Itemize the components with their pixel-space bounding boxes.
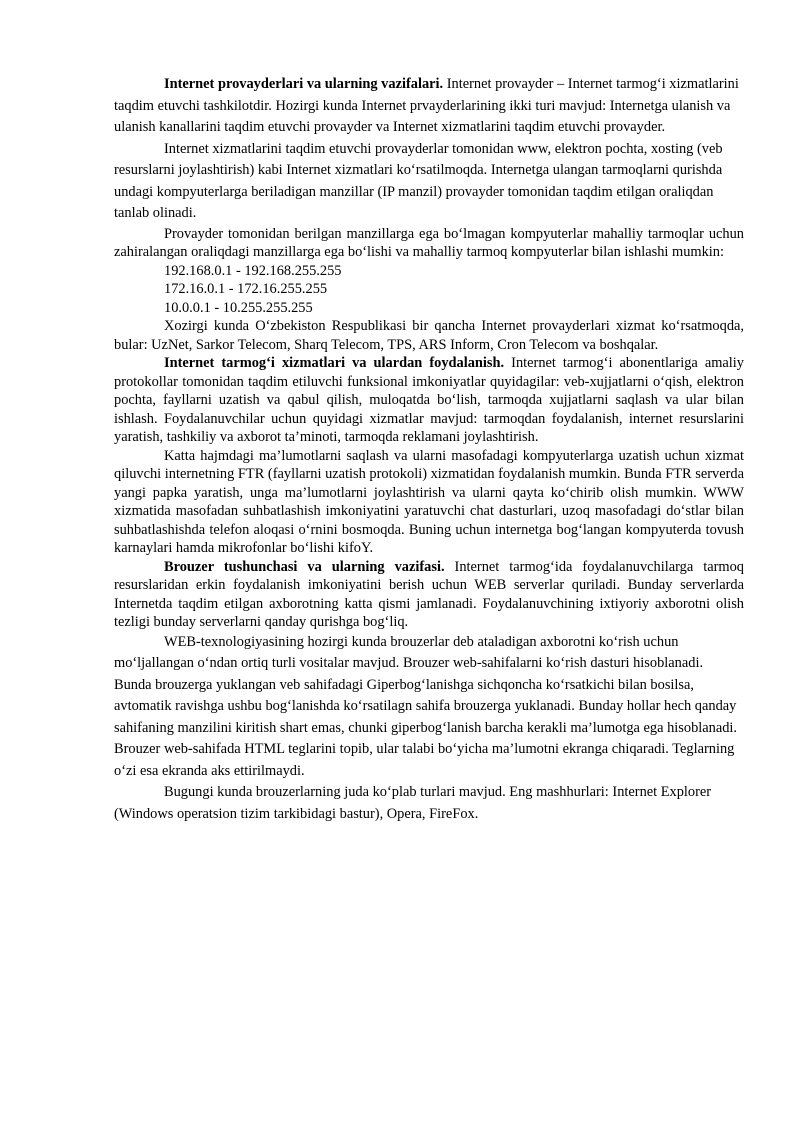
paragraph-text: Bugungi kunda brouzerlarning juda ko‘plab turlari mavjud. Eng mashhurlari: Internet Explorer (Windows operatsion tizim tarkibidagi bastur), Opera, FireFox. xyxy=(114,784,712,822)
paragraph-text: Internet tarmog‘i abonentlariga amaliy protokollar tomonidan taqdim etiluvchi funksional imkoniyatlar quyidagilar: veb-xujjatlarni o‘qish, elektron pochta, fayllarni uzatish va qabul qilish, muloqatda bo‘lish, tarmoqda xujjatlarni saqlash va ular bilan ishlash. Foydalanuvchilar uchun quyidagi xizmatlar mavjud: tarmoqdan foydalanish, internet resurslarini yaratish, tashkiliy va axborot ta’minoti, tarmoqda reklamani joylashtirish. xyxy=(114,355,744,445)
paragraph-browsers-today xyxy=(114,782,744,825)
paragraph-uzbek-providers xyxy=(114,317,744,354)
paragraph-text: Provayder tomonidan berilgan manzillarga ega bo‘lmagan kompyuterlar mahalliy tarmoqlar uchun zahiralangan oraliqdagi manzillarga ega bo‘lishi va mahalliy tarmoq kompyuterlar bilan ishlashi mumkin: xyxy=(114,225,744,260)
ip-range: 10.0.0.1 - 10.255.255.255 xyxy=(164,299,313,316)
paragraph-providers xyxy=(114,74,744,139)
heading-browser-concept: Brouzer tushunchasi va ularning vazifasi. xyxy=(164,558,445,575)
paragraph-web-technology xyxy=(114,632,744,783)
paragraph-text: Xozirgi kunda O‘zbekiston Respublikasi bir qancha Internet provayderlari xizmat ko‘rsatmoqda, bular: UzNet, Sarkor Telecom, Sharq Telecom, TPS, ARS Inform, Cron Telecom va boshqalar. xyxy=(114,318,744,353)
ip-range: 192.168.0.1 - 192.168.255.255 xyxy=(164,262,342,279)
heading-providers: Internet provayderlari va ularning vazifalari. xyxy=(164,76,444,92)
heading-internet-services: Internet tarmog‘i xizmatlari va ulardan foydalanish. xyxy=(164,355,505,371)
paragraph-text: Internet xizmatlarini taqdim etuvchi provayderlar tomonidan www, elektron pochta, xosting (veb resurslarni joylashtirish) kabi Internet xizmatlari ko‘rsatilmoqda. Internetga ulangan tarmoqlarni qurishda undagi kompyuterlarga beriladigan manzillar (IP manzil) provayder tomonidan taqdim etilgan oraliqdan tanlab olinadi. xyxy=(114,140,723,221)
paragraph-text: Internet tarmog‘ida foydalanuvchilarga tarmoq resurslaridan erkin foydalanish imkoniyatini berish uchun WEB serverlar quriladi. Bunday serverlarda Internetda taqdim etilgan axborotning katta qismi jamlanadi. Foydalanuvchining ixtiyoriy axborotni olish tezligi bunday serverlarni qanday qurishga bog‘liq. xyxy=(114,558,744,630)
paragraph-browser-concept xyxy=(114,558,744,632)
paragraph-local-addresses xyxy=(114,225,744,262)
ip-range: 172.16.0.1 - 172.16.255.255 xyxy=(164,281,328,297)
paragraph-provider-services xyxy=(114,139,744,225)
paragraph-internet-services xyxy=(114,354,744,447)
paragraph-ftp xyxy=(114,447,744,558)
paragraph-text: WEB-texnologiyasining hozirgi kunda brouzerlar deb ataladigan axborotni ko‘rish uchun mo‘ljallangan o‘ndan ortiq turli vositalar mavjud. Brouzer web-sahifalarni ko‘rish dasturi hisoblanadi. Bunda brouzerga yuklangan veb sahifadagi Giperbog‘lanishga sichqoncha ko‘rsatkichi bilan bosilsa, avtomatik ravishga ushbu bog‘lanishda ko‘rsatilagn sahifa brouzerga yuklanadi. Bunday hollar hech qanday sahifaning manzilini kiritish shart emas, chunki giperbog‘lanish barcha kerakli ma’lumotga ega hisoblanadi. Brouzer web-sahifada HTML teglarini topib, ular talabi bo‘yicha ma’lumotni ekranga chiqaradi. Teglarning o‘zi esa ekranda aks ettirilmaydi. xyxy=(114,633,738,779)
paragraph-text: Katta hajmdagi ma’lumotlarni saqlash va ularni masofadagi kompyuterlarga uzatish uchun xizmat qiluvchi internetning FTR (fayllarni uzatish protokoli) xizmatidan foydalanish mumkin. Bunda FTR serverda yangi papka yaratish, unga ma’lumotlarni joylashtirish va ularni qayta ko‘chirib olish mumkin. WWW xizmatida masofadan suhbatlashish imkoniyatini yaratuvchi chat dasturlari, uzoq masofadagi do‘stlar bilan suhbatlashishda telefon aloqasi o‘rnini bosmoqda. Buning uchun internetga bog‘langan kompyuterda tovush karnaylari hamda mikrofonlar bo‘lishi kifoY. xyxy=(114,447,744,556)
paragraph-text: Internet provayder – Internet tarmog‘i xizmatlarini taqdim etuvchi tashkilotdir. Hozirgi kunda Internet prvayderlarining ikki turi mavjud: Internetga ulanish va ulanish kanallarini taqdim etuvchi provayder va Internet xizmatlarini taqdim etuvchi provayder. xyxy=(114,76,739,135)
